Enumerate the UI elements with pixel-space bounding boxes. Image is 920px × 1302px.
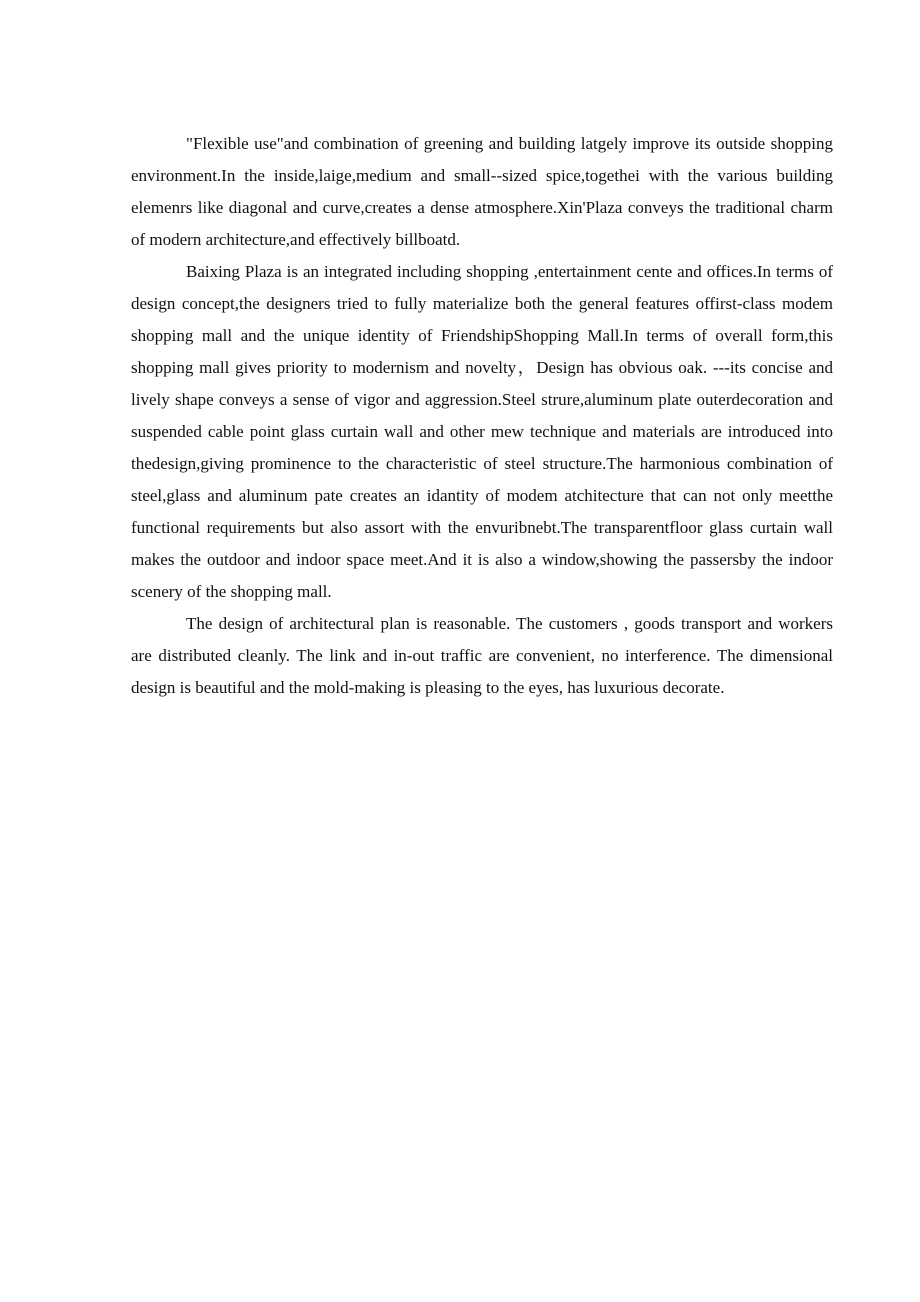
paragraph-flexible-use: "Flexible use"and combination of greening and building latgely improve its outside shopping environment.In the inside,laige,medium and small--sized spice,togethei with the various building elemenrs like diagonal and curve,creates a dense atmosphere.Xin'Plaza conveys the traditional charm of modern architecture,and effectively billboatd. — [131, 134, 833, 249]
paragraph-architectural-plan: The design of architectural plan is reasonable. The customers , goods transport and workers are distributed cleanly. The link and in-out traffic are convenient, no interference. The dimensional design is beautiful and the mold-making is pleasing to the eyes, has luxurious decorate. — [131, 614, 833, 697]
paragraph-baixing-plaza: Baixing Plaza is an integrated including shopping ,entertainment cente and offices.In terms of design concept,the designers tried to fully materialize both the general features offirst-class modem shopping mall and the unique identity of FriendshipShopping Mall.In terms of overall form,this shopping mall gives priority to modernism and novelty，Design has obvious oak. ---its concise and lively shape conveys a sense of vigor and aggression.Steel strure,aluminum plate outerdecoration and suspended cable point glass curtain wall and other mew technique and materials are introduced into thedesign,giving prominence to the characteristic of steel structure.The harmonious combination of steel,glass and aluminum pate creates an idantity of modem atchitecture that can not only meetthe functional requirements but also assort with the envuribnebt.The transparentfloor glass curtain wall makes the outdoor and indoor space meet.And it is also a window,showing the passersby the indoor scenery of the shopping mall. — [131, 262, 833, 601]
document-body — [131, 128, 833, 704]
